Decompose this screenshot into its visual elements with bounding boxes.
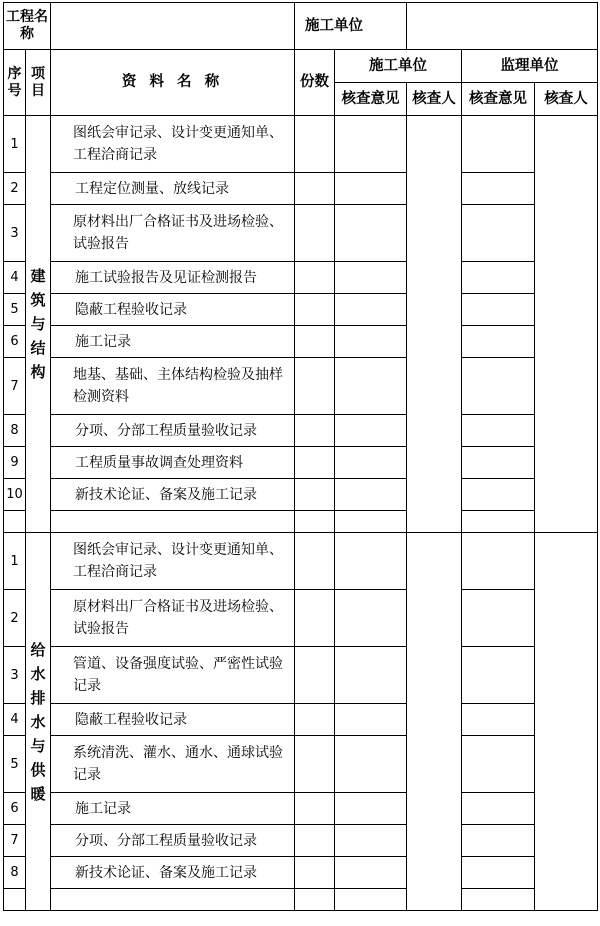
copies-cell[interactable] <box>295 479 335 511</box>
records-checklist-table <box>3 2 598 911</box>
header-row-columns-1 <box>4 50 598 83</box>
construction-opinion-cell[interactable] <box>335 889 407 911</box>
table-row <box>4 533 598 590</box>
supervision-opinion-cell[interactable] <box>462 590 535 647</box>
construction-opinion-cell[interactable] <box>335 825 407 857</box>
document-name: 地基、基础、主体结构检验及抽样检测资料 <box>51 358 295 415</box>
construction-unit-label: 施工单位 <box>295 3 407 50</box>
supervision-checker-cell[interactable] <box>535 533 598 911</box>
row-number: 10 <box>4 479 26 511</box>
table-row <box>4 590 598 647</box>
table-row <box>4 857 598 889</box>
supervision-opinion-cell[interactable] <box>462 479 535 511</box>
construction-opinion-cell[interactable] <box>335 116 407 173</box>
supervision-opinion-cell[interactable] <box>462 793 535 825</box>
row-number: 4 <box>4 704 26 736</box>
col-construction-checker-header: 核查人 <box>407 83 462 116</box>
row-number: 7 <box>4 825 26 857</box>
table-row <box>4 479 598 511</box>
copies-cell[interactable] <box>295 825 335 857</box>
construction-opinion-cell[interactable] <box>335 857 407 889</box>
document-sheet <box>3 2 597 911</box>
document-name: 新技术论证、备案及施工记录 <box>51 479 295 511</box>
row-number: 6 <box>4 326 26 358</box>
project-name-value[interactable] <box>51 3 295 50</box>
copies-cell[interactable] <box>295 647 335 704</box>
construction-opinion-cell[interactable] <box>335 358 407 415</box>
copies-cell[interactable] <box>295 704 335 736</box>
construction-opinion-cell[interactable] <box>335 590 407 647</box>
document-name: 工程质量事故调查处理资料 <box>51 447 295 479</box>
table-row <box>4 173 598 205</box>
supervision-opinion-cell[interactable] <box>462 857 535 889</box>
construction-opinion-cell[interactable] <box>335 647 407 704</box>
copies-cell[interactable] <box>295 857 335 889</box>
document-name: 分项、分部工程质量验收记录 <box>51 825 295 857</box>
copies-cell[interactable] <box>295 793 335 825</box>
document-name: 系统清洗、灌水、通水、通球试验记录 <box>51 736 295 793</box>
document-name <box>51 511 295 533</box>
supervision-opinion-cell[interactable] <box>462 889 535 911</box>
col-item-header: 项目 <box>26 50 51 116</box>
document-name: 工程定位测量、放线记录 <box>51 173 295 205</box>
document-name: 隐蔽工程验收记录 <box>51 704 295 736</box>
supervision-opinion-cell[interactable] <box>462 447 535 479</box>
col-seq-header: 序号 <box>4 50 26 116</box>
supervision-checker-cell[interactable] <box>535 116 598 533</box>
construction-opinion-cell[interactable] <box>335 479 407 511</box>
copies-cell[interactable] <box>295 262 335 294</box>
document-name: 新技术论证、备案及施工记录 <box>51 857 295 889</box>
document-name <box>51 889 295 911</box>
copies-cell[interactable] <box>295 533 335 590</box>
construction-opinion-cell[interactable] <box>335 533 407 590</box>
construction-opinion-cell[interactable] <box>335 704 407 736</box>
supervision-opinion-cell[interactable] <box>462 533 535 590</box>
col-construction-unit-header: 施工单位 <box>335 50 462 83</box>
construction-opinion-cell[interactable] <box>335 326 407 358</box>
document-name: 施工记录 <box>51 326 295 358</box>
header-row-project <box>4 3 598 50</box>
col-supervision-unit-header: 监理单位 <box>462 50 598 83</box>
supervision-opinion-cell[interactable] <box>462 704 535 736</box>
table-row-empty <box>4 511 598 533</box>
row-number: 5 <box>4 736 26 793</box>
supervision-opinion-cell[interactable] <box>462 205 535 262</box>
table-row <box>4 447 598 479</box>
table-row-empty <box>4 889 598 911</box>
copies-cell[interactable] <box>295 326 335 358</box>
copies-cell[interactable] <box>295 590 335 647</box>
table-row <box>4 647 598 704</box>
supervision-opinion-cell[interactable] <box>462 294 535 326</box>
row-number: 7 <box>4 358 26 415</box>
copies-cell[interactable] <box>295 889 335 911</box>
row-number: 2 <box>4 590 26 647</box>
row-number: 1 <box>4 533 26 590</box>
document-name: 分项、分部工程质量验收记录 <box>51 415 295 447</box>
table-row <box>4 415 598 447</box>
supervision-opinion-cell[interactable] <box>462 173 535 205</box>
document-name: 施工试验报告及见证检测报告 <box>51 262 295 294</box>
col-supervision-checker-header: 核查人 <box>535 83 598 116</box>
construction-checker-cell[interactable] <box>407 533 462 911</box>
document-name: 隐蔽工程验收记录 <box>51 294 295 326</box>
construction-opinion-cell[interactable] <box>335 415 407 447</box>
col-doc-name-header: 资 料 名 称 <box>51 50 295 116</box>
copies-cell[interactable] <box>295 173 335 205</box>
row-number: 8 <box>4 415 26 447</box>
table-row <box>4 358 598 415</box>
row-number: 9 <box>4 447 26 479</box>
document-name: 图纸会审记录、设计变更通知单、工程洽商记录 <box>51 116 295 173</box>
supervision-opinion-cell[interactable] <box>462 415 535 447</box>
copies-cell[interactable] <box>295 511 335 533</box>
construction-opinion-cell[interactable] <box>335 793 407 825</box>
construction-opinion-cell[interactable] <box>335 262 407 294</box>
col-construction-opinion-header: 核查意见 <box>335 83 407 116</box>
construction-opinion-cell[interactable] <box>335 294 407 326</box>
table-row <box>4 326 598 358</box>
supervision-opinion-cell[interactable] <box>462 647 535 704</box>
table-row <box>4 793 598 825</box>
document-name: 原材料出厂合格证书及进场检验、试验报告 <box>51 590 295 647</box>
construction-opinion-cell[interactable] <box>335 736 407 793</box>
supervision-opinion-cell[interactable] <box>462 326 535 358</box>
copies-cell[interactable] <box>295 447 335 479</box>
document-name: 施工记录 <box>51 793 295 825</box>
construction-opinion-cell[interactable] <box>335 511 407 533</box>
col-copies-header: 份数 <box>295 50 335 116</box>
col-supervision-opinion-header: 核查意见 <box>462 83 535 116</box>
copies-cell[interactable] <box>295 294 335 326</box>
section-title: 建筑与结构 <box>26 116 51 533</box>
supervision-opinion-cell[interactable] <box>462 511 535 533</box>
table-row <box>4 704 598 736</box>
construction-unit-value[interactable] <box>407 3 598 50</box>
table-row <box>4 205 598 262</box>
table-row <box>4 825 598 857</box>
copies-cell[interactable] <box>295 415 335 447</box>
row-number: 5 <box>4 294 26 326</box>
supervision-opinion-cell[interactable] <box>462 358 535 415</box>
row-number: 2 <box>4 173 26 205</box>
table-row <box>4 736 598 793</box>
copies-cell[interactable] <box>295 736 335 793</box>
table-row <box>4 116 598 173</box>
table-row <box>4 262 598 294</box>
row-number: 3 <box>4 647 26 704</box>
supervision-opinion-cell[interactable] <box>462 116 535 173</box>
row-number: 4 <box>4 262 26 294</box>
section-title: 给水排水与供暖 <box>26 533 51 911</box>
copies-cell[interactable] <box>295 205 335 262</box>
construction-opinion-cell[interactable] <box>335 173 407 205</box>
document-name: 图纸会审记录、设计变更通知单、工程洽商记录 <box>51 533 295 590</box>
row-number: 1 <box>4 116 26 173</box>
table-row <box>4 294 598 326</box>
copies-cell[interactable] <box>295 358 335 415</box>
supervision-opinion-cell[interactable] <box>462 736 535 793</box>
construction-checker-cell[interactable] <box>407 116 462 533</box>
project-name-label: 工程名称 <box>4 3 51 50</box>
construction-opinion-cell[interactable] <box>335 205 407 262</box>
supervision-opinion-cell[interactable] <box>462 262 535 294</box>
row-number <box>4 511 26 533</box>
copies-cell[interactable] <box>295 116 335 173</box>
row-number: 3 <box>4 205 26 262</box>
construction-opinion-cell[interactable] <box>335 447 407 479</box>
row-number: 6 <box>4 793 26 825</box>
document-name: 管道、设备强度试验、严密性试验记录 <box>51 647 295 704</box>
document-name: 原材料出厂合格证书及进场检验、试验报告 <box>51 205 295 262</box>
supervision-opinion-cell[interactable] <box>462 825 535 857</box>
row-number: 8 <box>4 857 26 889</box>
row-number <box>4 889 26 911</box>
